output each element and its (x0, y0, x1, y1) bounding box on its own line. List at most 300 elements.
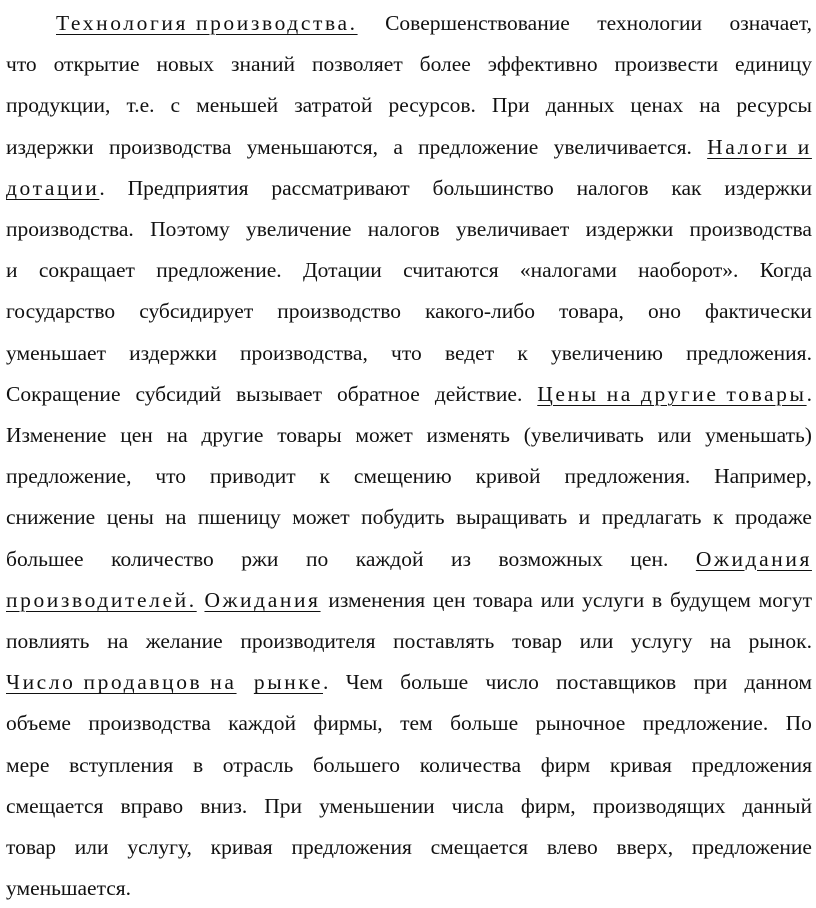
word-group (39, 250, 135, 290)
word: ведет (444, 340, 495, 365)
word-group (391, 333, 422, 373)
text-line (6, 374, 812, 414)
word: на (709, 629, 732, 653)
text-line (6, 209, 812, 249)
word: уменьшается. (6, 876, 132, 901)
term-heading: Цены на другие товары (537, 381, 807, 406)
word: из (451, 546, 471, 571)
word-group (686, 333, 812, 373)
word-group (128, 168, 249, 208)
word: товара (473, 587, 533, 612)
word: производство (277, 299, 402, 324)
word-group (705, 415, 812, 455)
word-group (433, 168, 554, 208)
word: затратой (294, 93, 373, 118)
word-group (240, 621, 375, 661)
word-group (277, 415, 341, 455)
word: ресурсов. (388, 93, 476, 118)
word-group (759, 580, 812, 620)
word-group (630, 85, 683, 125)
word: новых (156, 52, 215, 77)
word-group (724, 168, 812, 208)
word: на (165, 505, 187, 530)
word-group (499, 539, 603, 579)
word-group (328, 580, 425, 620)
word-group (6, 580, 197, 620)
word: фирм (540, 752, 591, 777)
word-group (541, 745, 590, 785)
word: побудить (361, 505, 445, 530)
word-group (356, 539, 424, 579)
word: действие. (434, 381, 523, 406)
word: налогов (367, 217, 440, 241)
word-group (546, 85, 615, 125)
word-group (6, 250, 18, 290)
word: издержки (724, 175, 812, 200)
word: меньшей (196, 93, 279, 118)
word-group (517, 333, 527, 373)
word-group (6, 868, 131, 908)
word: смещается (430, 835, 529, 859)
word-group (56, 3, 358, 43)
word: услуги (582, 587, 645, 612)
word-group (319, 786, 435, 826)
word-group (745, 662, 812, 702)
word: субсидирует (139, 299, 254, 324)
word-group (736, 85, 812, 125)
word: ресурсы (736, 93, 812, 118)
word: данный (742, 793, 812, 818)
text-line (6, 127, 812, 167)
word: а (393, 134, 403, 159)
word-group (427, 415, 510, 455)
word-group (670, 580, 751, 620)
word: число (485, 670, 539, 695)
word: увеличивается. (553, 134, 692, 159)
word: увеличению (550, 340, 663, 365)
word-group (6, 44, 37, 84)
word-group (6, 827, 56, 867)
word: предложение. (156, 258, 282, 283)
word: наоборот». (638, 258, 739, 283)
word: обратное (336, 381, 420, 406)
word-group (254, 662, 329, 702)
word-group (385, 3, 570, 43)
word-group (231, 44, 295, 84)
word-group (75, 827, 109, 867)
word: снижение (6, 505, 96, 530)
word: предложение (691, 835, 812, 859)
word-group (551, 333, 663, 373)
word-group (6, 786, 103, 826)
word: предложения. (686, 340, 812, 365)
word: кривой (475, 464, 541, 489)
word: тем (400, 711, 433, 736)
term-heading: рынке (253, 670, 323, 695)
text-line (6, 868, 812, 908)
word-group (648, 291, 681, 331)
word-group (597, 3, 702, 43)
word: в (192, 752, 204, 777)
word: может (355, 423, 413, 447)
word: возможных (498, 546, 603, 571)
word-group (451, 539, 471, 579)
word-group (54, 44, 140, 84)
word-group (6, 374, 120, 414)
word-group (6, 745, 49, 785)
word-group (435, 374, 523, 414)
text-line (6, 786, 812, 826)
term-heading: дотации (6, 175, 100, 200)
word-group (277, 291, 401, 331)
word: технологии (597, 11, 702, 35)
word-group (303, 250, 382, 290)
word: Дотации (302, 258, 382, 283)
word: количество (111, 546, 214, 571)
word-group (111, 539, 214, 579)
word: означает, (729, 11, 812, 35)
word-group (450, 703, 518, 743)
word: При (491, 93, 530, 118)
word: повлиять (6, 629, 90, 653)
word-group (541, 580, 575, 620)
word-group (638, 250, 738, 290)
word: более (419, 52, 471, 77)
word: рынок. (748, 629, 812, 653)
word-group (713, 497, 723, 537)
word: с (170, 93, 181, 118)
word-group (165, 497, 186, 537)
word: предложения (691, 752, 812, 777)
word-group (6, 209, 134, 249)
word-group (337, 374, 420, 414)
text-line (6, 745, 812, 785)
word-group (6, 497, 95, 537)
word: уменьшать) (705, 423, 812, 447)
word: . (323, 670, 329, 695)
word: Поэтому (150, 217, 230, 241)
word-group (760, 250, 812, 290)
word-group (693, 662, 727, 702)
word-group (291, 827, 411, 867)
word-group (193, 745, 203, 785)
word-group (6, 703, 71, 743)
text-line (6, 456, 812, 496)
word-group (223, 745, 294, 785)
word: ценах (630, 93, 684, 118)
word: эффективно (487, 52, 598, 77)
word: (увеличивать (523, 423, 644, 447)
word: единицу (735, 52, 812, 77)
word-group (564, 456, 690, 496)
word-group (579, 497, 591, 537)
word: поставлять (393, 629, 495, 653)
word-group (577, 168, 649, 208)
word-group (241, 539, 278, 579)
word: изменения (328, 587, 426, 612)
word-group (6, 662, 237, 702)
word-group (586, 209, 674, 249)
word-group (292, 497, 349, 537)
word-group (521, 786, 576, 826)
word: товары (277, 423, 342, 447)
word-group (692, 745, 812, 785)
word: производителя (240, 629, 376, 653)
word: или (74, 835, 109, 859)
word: может (292, 505, 350, 530)
word: товара, (558, 299, 624, 324)
word: . (99, 175, 105, 200)
word-group (476, 456, 541, 496)
word: Когда (759, 258, 812, 283)
word: Изменение (6, 423, 107, 447)
word: уменьшает (6, 340, 106, 365)
word: кривая (609, 752, 672, 777)
word: или (540, 587, 575, 612)
text-line (6, 539, 812, 579)
word-group (120, 415, 153, 455)
term-heading: Технология производства. (56, 11, 358, 35)
word: на (107, 629, 129, 653)
word: пшеницу (197, 505, 281, 530)
word-group (749, 621, 812, 661)
word: и (6, 258, 18, 283)
text-line (6, 85, 812, 125)
word: предложения (291, 835, 412, 859)
word-group (400, 662, 468, 702)
word-group (6, 291, 115, 331)
word: увеличение (246, 217, 352, 241)
word: произвести (614, 52, 719, 77)
word: знаний (230, 52, 296, 77)
word: производства. (6, 217, 134, 241)
word: Совершенствование (385, 11, 570, 35)
word-group (690, 209, 812, 249)
word: кривая (210, 835, 273, 859)
word: предлагать (601, 505, 702, 530)
word: приводит (209, 464, 296, 489)
word-group (547, 827, 598, 867)
word-group (139, 291, 253, 331)
word-group (425, 291, 535, 331)
word: или (657, 423, 692, 447)
text-line (6, 580, 812, 620)
word-group (167, 415, 188, 455)
word: будущем (669, 587, 751, 612)
word-group (616, 827, 673, 867)
text-line (6, 415, 812, 455)
word-group (120, 786, 183, 826)
word-group (452, 786, 504, 826)
word-group (520, 250, 617, 290)
word-group (580, 621, 614, 661)
word: государство (6, 299, 116, 324)
word-group (559, 291, 624, 331)
word-group (652, 580, 662, 620)
word: к (712, 505, 724, 530)
word-group (6, 85, 110, 125)
word-group (6, 456, 131, 496)
word-group (201, 415, 263, 455)
word: влево (546, 835, 598, 859)
word: могут (758, 587, 812, 612)
word: налогов (576, 175, 649, 200)
word-group (146, 621, 223, 661)
word: как (671, 175, 702, 200)
word-group (210, 456, 296, 496)
word: «налогами (519, 258, 617, 283)
term-heading: Ожидания (695, 546, 812, 571)
word-group (554, 127, 692, 167)
text-line (6, 291, 812, 331)
word-group (313, 745, 400, 785)
word: данном (744, 670, 812, 695)
word-group (313, 703, 382, 743)
word-group (456, 209, 569, 249)
text-line (6, 333, 812, 373)
word: издержки (6, 134, 94, 159)
word-group (354, 456, 452, 496)
word-group (320, 456, 330, 496)
word: что (155, 464, 187, 489)
word: вверх, (616, 835, 674, 859)
word: услугу (631, 629, 693, 653)
word-group (714, 456, 812, 496)
word-group (582, 580, 644, 620)
text-line (6, 703, 812, 743)
word: производства (108, 134, 232, 159)
word: предложение (418, 134, 539, 159)
word: какого-либо (425, 299, 535, 324)
word: или (579, 629, 614, 653)
word: Предприятия (127, 175, 249, 200)
term-heading: Налоги и (707, 134, 812, 159)
text-line (6, 497, 812, 537)
word: на (166, 423, 188, 447)
word-group (211, 827, 273, 867)
word: к (517, 340, 528, 365)
word-group (671, 168, 701, 208)
word-group (735, 44, 812, 84)
word: желание (145, 629, 223, 653)
word: выращивать (456, 505, 568, 530)
word: объеме (6, 711, 71, 736)
word: поставщиков (556, 670, 677, 695)
word: фирмы, (313, 711, 383, 736)
word-group (473, 580, 533, 620)
word: позволяет (311, 52, 403, 77)
word: вызывает (236, 381, 322, 406)
word-group (696, 539, 812, 579)
text-line (56, 3, 812, 43)
word-group (512, 621, 562, 661)
word: сокращает (38, 258, 135, 283)
word-group (743, 786, 812, 826)
word-group (420, 44, 471, 84)
word: смещению (353, 464, 452, 489)
word: производства (88, 711, 211, 736)
word: услугу, (127, 835, 192, 859)
word-group (707, 127, 812, 167)
word: рассматривают (271, 175, 410, 200)
word: При (264, 793, 303, 818)
word-group (200, 786, 247, 826)
word-group (735, 497, 812, 537)
word-group (786, 703, 812, 743)
word-group (418, 127, 538, 167)
word-group (361, 497, 444, 537)
word: производства (689, 217, 812, 241)
word: товар (511, 629, 563, 653)
word-group (610, 745, 672, 785)
word-group (699, 85, 720, 125)
word-group (537, 374, 812, 414)
word-group (171, 85, 181, 125)
word: Чем (345, 670, 383, 695)
text-line (6, 168, 812, 208)
word-group (368, 209, 440, 249)
word: По (785, 711, 812, 736)
word-group (485, 662, 538, 702)
word-group (536, 703, 626, 743)
word-group (658, 415, 692, 455)
word: цен. (630, 546, 669, 571)
text-line (6, 662, 812, 702)
word-group (271, 168, 409, 208)
word: издержки (585, 217, 674, 241)
word-group (6, 333, 106, 373)
word-group (355, 415, 412, 455)
word: вниз. (200, 793, 248, 818)
word-group (240, 333, 368, 373)
word: мере (6, 752, 50, 777)
word: фирм, (520, 793, 576, 818)
word-group (6, 621, 89, 661)
word: цены (106, 505, 154, 530)
word-group (236, 374, 322, 414)
word-group (88, 703, 210, 743)
word-group (109, 127, 231, 167)
word-group (69, 745, 173, 785)
word-group (6, 539, 84, 579)
word-group (6, 168, 105, 208)
word: вправо (120, 793, 184, 818)
word: данных (545, 93, 615, 118)
word-group (593, 786, 726, 826)
word: открытие (53, 52, 140, 77)
word: цен (120, 423, 153, 447)
word: количества (419, 752, 522, 777)
text-line (6, 621, 812, 661)
word-group (346, 662, 383, 702)
word-group (456, 497, 567, 537)
word: каждой (228, 711, 296, 736)
word: . (806, 381, 812, 406)
word: товар (6, 835, 57, 859)
word-group (107, 621, 128, 661)
word: Например, (714, 464, 812, 489)
word: оно (647, 299, 681, 324)
word-group (705, 291, 812, 331)
word-group (433, 580, 466, 620)
word: каждой (355, 546, 424, 571)
term-heading: производителей. (6, 587, 197, 612)
word-group (630, 539, 668, 579)
word: считаются (403, 258, 499, 283)
word: Сокращение (6, 381, 121, 406)
text-line (6, 827, 812, 867)
word-group (135, 374, 221, 414)
